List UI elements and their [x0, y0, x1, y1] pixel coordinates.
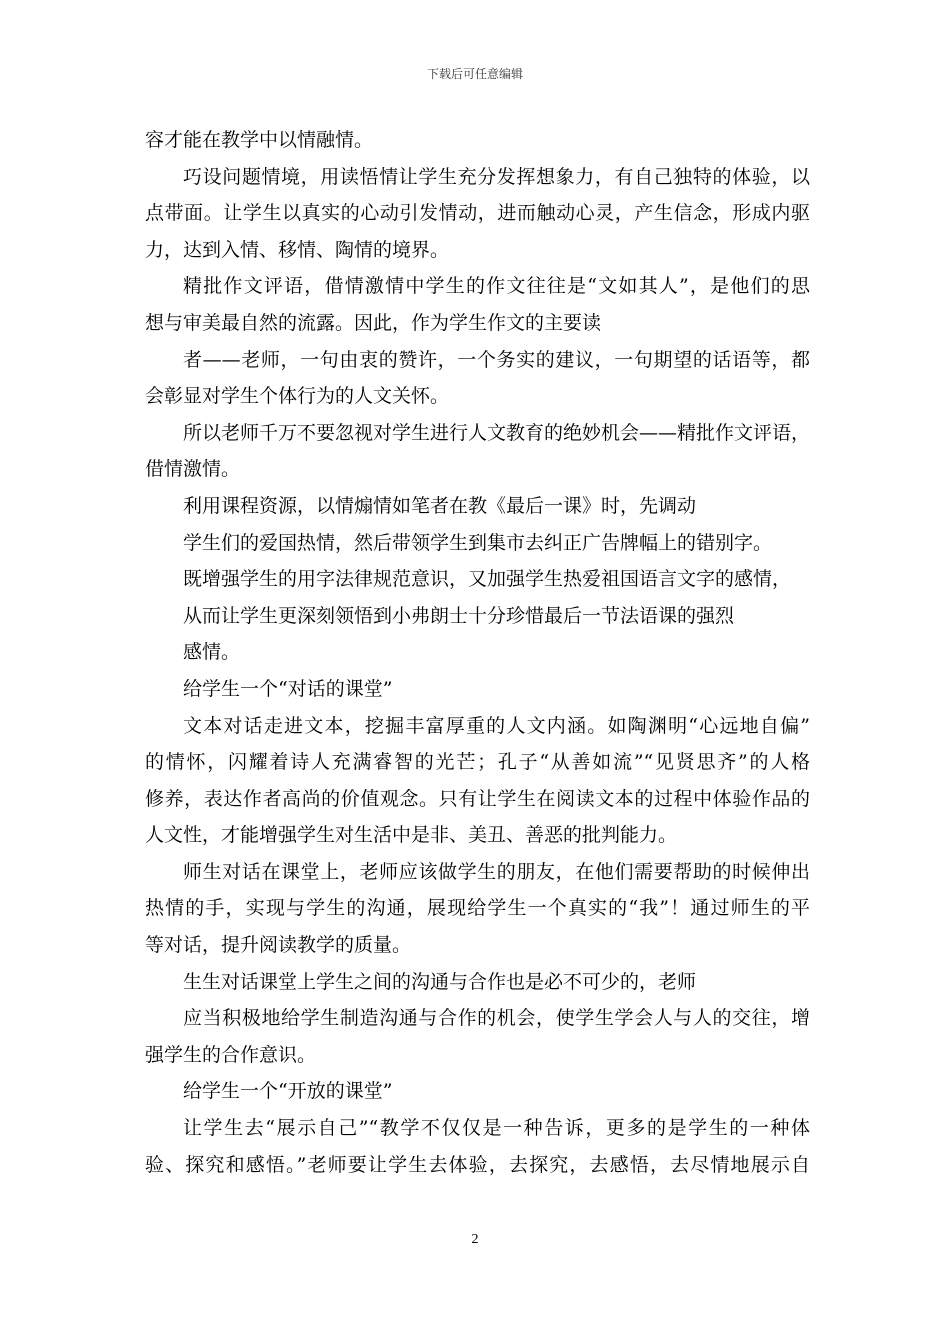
text-line: 利用课程资源，以情煽情如笔者在教《最后一课》时，先调动 [183, 494, 697, 517]
text-line: 人文性，才能增强学生对生活中是非、美丑、善恶的批判能力。 [145, 824, 678, 847]
text-line: 力，达到入情、移情、陶情的境界。 [145, 238, 450, 261]
text-line: 借情激情。 [145, 458, 241, 481]
text-line: 所以老师千万不要忽视对学生进行人文教育的绝妙机会——精批作文评语， [183, 421, 811, 444]
text-line: 生生对话课堂上学生之间的沟通与合作也是必不可少的，老师 [183, 970, 697, 993]
page-number: 2 [471, 1232, 479, 1247]
document-body [145, 122, 810, 1183]
text-line: 会彰显对学生个体行为的人文关怀。 [145, 385, 450, 408]
text-line: 给学生一个“对话的课堂” [183, 677, 393, 700]
text-line: 让学生去“展示自己”“教学不仅仅是一种告诉，更多的是学生的一种体 [183, 1117, 810, 1140]
text-line: 精批作文评语，借情激情中学生的作文往往是“文如其人”，是他们的思 [183, 275, 810, 298]
text-line: 给学生一个“开放的课堂” [183, 1080, 393, 1103]
text-line: 巧设问题情境，用读悟情让学生充分发挥想象力，有自己独特的体验，以 [183, 165, 810, 188]
text-line: 点带面。让学生以真实的心动引发情动，进而触动心灵，产生信念，形成内驱 [145, 202, 810, 225]
text-line: 等对话，提升阅读教学的质量。 [145, 934, 412, 957]
text-line: 热情的手，实现与学生的沟通，展现给学生一个真实的“我”！通过师生的平 [145, 897, 810, 920]
text-line: 修养，表达作者高尚的价值观念。只有让学生在阅读文本的过程中体验作品的 [145, 787, 810, 810]
text-line: 验、探究和感悟。”老师要让学生去体验，去探究，去感悟，去尽情地展示自 [145, 1153, 810, 1176]
text-line: 文本对话走进文本，挖掘丰富厚重的人文内涵。如陶渊明“心远地自偏” [183, 714, 810, 737]
text-line: 容才能在教学中以情融情。 [145, 129, 374, 151]
text-line: 者——老师，一句由衷的赞许，一个务实的建议，一句期望的话语等，都 [183, 348, 810, 371]
text-line: 应当积极地给学生制造沟通与合作的机会，使学生学会人与人的交往，增 [183, 1007, 810, 1030]
text-line: 想与审美最自然的流露。因此，作为学生作文的主要读 [145, 311, 602, 334]
text-line: 强学生的合作意识。 [145, 1043, 317, 1066]
text-line: 从而让学生更深刻领悟到小弗朗士十分珍惜最后一节法语课的强烈 [183, 604, 735, 627]
text-line: 学生们的爱国热情，然后带领学生到集市去纠正广告牌幅上的错别字。 [183, 531, 773, 554]
text-line: 既增强学生的用字法律规范意识，又加强学生热爱祖国语言文字的感情， [183, 568, 792, 591]
text-line: 师生对话在课堂上，老师应该做学生的朋友，在他们需要帮助的时候伸出 [183, 860, 810, 883]
text-line: 感情。 [183, 641, 241, 664]
text-line: 的情怀，闪耀着诗人充满睿智的光芒；孔子“从善如流”“见贤思齐”的人格 [145, 751, 810, 774]
page-header: 下载后可任意编辑 [426, 67, 523, 81]
